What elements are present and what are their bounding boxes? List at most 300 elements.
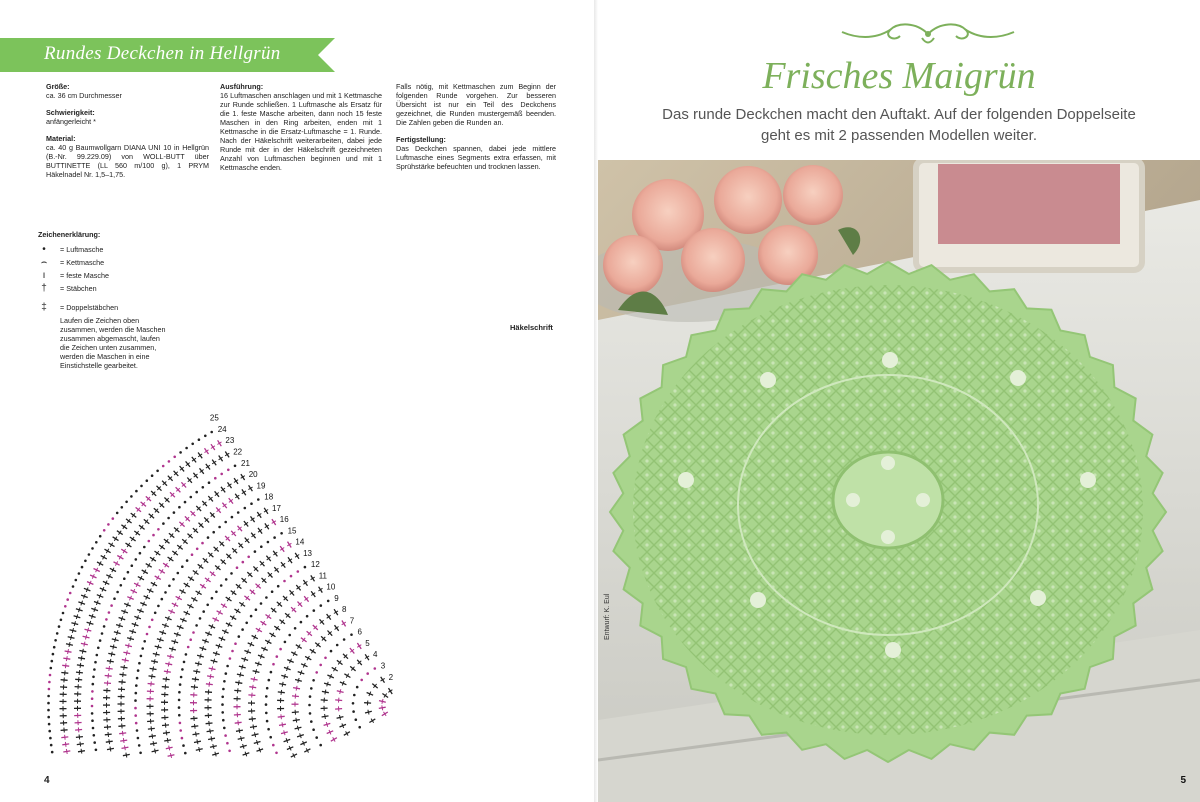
chain-stitch-mark [355,718,358,721]
chain-stitch-mark [181,737,184,740]
chain-stitch-mark [196,548,199,551]
chain-stitch-mark [62,612,65,615]
chain-stitch-mark [223,727,226,730]
crochet-chart-diagram [30,300,550,760]
stitch-crossbar-mark [340,715,341,720]
stitch-crossbar-mark [211,736,212,741]
stitch-crossbar-mark [81,749,82,754]
chain-stitch-mark [146,633,149,636]
chain-stitch-mark [211,597,214,600]
stitch-crossbar-mark [368,710,369,715]
chain-stitch-mark [164,591,167,594]
difficulty-value: anfängerleicht * [46,117,96,126]
chain-stitch-mark [99,639,102,642]
chain-stitch-mark [182,744,185,747]
chain-stitch-mark [366,672,369,675]
stitch-crossbar-mark [152,734,153,739]
legend-item [38,243,168,256]
stitch-crossbar-mark [66,749,67,754]
chain-stitch-mark [225,578,228,581]
chain-stitch-mark [224,734,227,737]
round-number-label: 10 [326,582,336,592]
stitch-crossbar-mark [126,753,127,758]
chain-stitch-mark [54,639,57,642]
round-number-label: 14 [295,537,305,547]
chain-stitch-symbol: • [42,244,46,255]
chain-stitch-mark [201,542,204,545]
chain-stitch-mark [352,702,355,705]
info-column-3 [396,82,556,179]
stitch-crossbar-mark [82,649,83,654]
chain-stitch-mark [108,611,111,614]
stitch-crossbar-mark [65,670,66,675]
chain-stitch-mark [50,667,53,670]
info-column-2 [220,82,382,180]
chain-stitch-mark [215,591,218,594]
chain-stitch-mark [313,609,316,612]
chain-stitch-mark [123,577,126,580]
stitch-crossbar-mark [282,722,283,727]
chain-stitch-mark [265,712,268,715]
legend-item [38,282,168,295]
single-crochet-symbol: ı [42,270,46,281]
chain-stitch-mark [242,561,245,564]
chain-stitch-mark [222,719,225,722]
chain-stitch-mark [319,744,322,747]
chain-stitch-mark [312,679,315,682]
chain-stitch-mark [265,703,268,706]
page-subtitle [598,104,1200,146]
chain-stitch-mark [48,688,51,691]
stitch-crossbar-mark [238,688,239,693]
chain-stitch-mark [134,714,137,717]
stitch-crossbar-mark [126,651,127,656]
chain-stitch-mark [221,711,224,714]
chain-stitch-mark [320,604,323,607]
chain-stitch-mark [260,545,263,548]
stitch-crossbar-mark [160,637,161,642]
chain-stitch-mark [99,535,102,538]
chain-stitch-mark [225,672,228,675]
chain-stitch-mark [271,590,274,593]
stitch-crossbar-mark [195,724,196,729]
chain-stitch-mark [107,523,110,526]
round-number-label: 4 [373,650,378,660]
chain-stitch-mark [212,531,215,534]
chain-stitch-mark [48,723,51,726]
chain-stitch-mark [214,477,217,480]
chain-stitch-mark [51,751,54,754]
chain-stitch-mark [110,604,113,607]
chain-stitch-mark [224,521,227,524]
chain-stitch-mark [173,511,176,514]
round-number-label: 6 [357,627,362,637]
stitch-crossbar-mark [198,661,199,666]
chain-stitch-mark [247,556,250,559]
chain-stitch-mark [151,474,154,477]
finishing-label: Fertigstellung: [396,135,446,144]
stitch-crossbar-mark [74,621,75,626]
chain-stitch-mark [172,578,175,581]
chain-stitch-mark [202,486,205,489]
chain-stitch-mark [343,638,346,641]
chain-stitch-mark [143,546,146,549]
legend-item [38,269,168,282]
chain-stitch-mark [168,460,171,463]
chain-stitch-mark [308,704,311,707]
stitch-crossbar-mark [196,732,197,737]
chain-stitch-mark [276,655,279,658]
chain-stitch-mark [91,705,94,708]
stitch-crossbar-mark [197,739,198,744]
stitch-crossbar-mark [76,614,77,619]
diagram-label: Häkelschrift [510,323,553,332]
chain-stitch-mark [257,498,260,501]
chain-stitch-mark [143,640,146,643]
chain-stitch-mark [135,692,138,695]
chain-stitch-mark [179,683,182,686]
chain-stitch-mark [315,671,318,674]
chain-stitch-mark [121,506,124,509]
chain-stitch-mark [162,465,165,468]
stitch-crossbar-mark [122,731,123,736]
chain-stitch-mark [208,481,211,484]
stitch-crossbar-mark [68,649,69,654]
chain-stitch-mark [127,571,130,574]
chain-stitch-mark [220,473,223,476]
chain-stitch-mark [103,529,106,532]
chain-stitch-mark [101,632,104,635]
stitch-crossbar-mark [69,642,70,647]
chain-stitch-mark [181,668,184,671]
chain-stitch-mark [91,719,94,722]
stitch-crossbar-mark [151,681,152,686]
chain-stitch-mark [336,644,339,647]
chain-stitch-mark [136,677,139,680]
chain-stitch-mark [288,634,291,637]
stitch-crossbar-mark [117,630,118,635]
chain-stitch-mark [297,570,300,573]
stitch-crossbar-mark [172,647,173,652]
stitch-crossbar-mark [109,739,110,744]
chain-stitch-mark [130,495,133,498]
stitch-crossbar-mark [174,639,175,644]
chain-stitch-mark [267,728,270,731]
chain-stitch-mark [221,696,224,699]
stitch-crossbar-mark [213,659,214,664]
chain-stitch-mark [69,592,72,595]
chain-stitch-mark [138,744,141,747]
chain-stitch-mark [312,728,315,731]
stitch-crossbar-mark [108,732,109,737]
chain-stitch-mark [49,737,52,740]
stitch-crossbar-mark [200,654,201,659]
chain-stitch-mark [356,686,359,689]
stitch-crossbar-mark [79,670,80,675]
chain-stitch-mark [186,559,189,562]
chain-stitch-mark [135,490,138,493]
stitch-crossbar-mark [325,714,326,719]
chain-stitch-mark [192,631,195,634]
chain-stitch-mark [234,642,237,645]
chain-stitch-mark [139,752,142,755]
chain-stitch-mark [134,707,137,710]
stitch-crossbar-mark [87,628,88,633]
round-number-label: 2 [388,672,394,682]
stitch-crossbar-mark [243,744,244,749]
stitch-crossbar-mark [72,628,73,633]
chain-stitch-mark [223,680,226,683]
stitch-crossbar-mark [158,645,159,650]
chain-stitch-mark [330,650,333,653]
chain-stitch-mark [136,729,139,732]
chain-stitch-mark [265,596,268,599]
chain-stitch-mark [113,597,116,600]
chain-stitch-mark [280,532,283,535]
round-number-label: 15 [287,526,297,536]
chain-stitch-mark [137,737,140,740]
chain-stitch-mark [47,716,50,719]
chain-stitch-mark [231,650,234,653]
legend-item-label: = Kettmasche [60,258,105,267]
stitch-crossbar-mark [281,690,282,695]
chain-stitch-mark [352,710,355,713]
chain-stitch-mark [315,736,318,739]
stitch-crossbar-mark [115,637,116,642]
stitch-crossbar-mark [296,686,297,691]
chain-stitch-mark [178,714,181,717]
stitch-crossbar-mark [156,652,157,657]
stitch-crossbar-mark [194,685,195,690]
chain-stitch-mark [231,516,234,519]
chain-stitch-mark [141,647,144,650]
stitch-crossbar-mark [65,735,66,740]
chain-stitch-mark [204,435,207,438]
stitch-crossbar-mark [240,672,241,677]
stitch-crossbar-mark [297,726,298,731]
legend-item-label: = Doppelstäbchen [60,303,119,312]
stitch-crossbar-mark [167,669,168,674]
stitch-crossbar-mark [108,673,109,678]
chain-stitch-mark [327,600,330,603]
chain-stitch-mark [310,687,313,690]
chain-stitch-mark [84,560,87,563]
chain-stitch-mark [91,690,94,693]
stitch-crossbar-mark [281,714,282,719]
round-number-label: 25 [209,413,219,423]
chain-stitch-mark [185,653,188,656]
round-number-label: 8 [342,605,347,615]
chain-stitch-mark [178,691,181,694]
chain-stitch-mark [97,647,100,650]
stitch-crossbar-mark [210,729,211,734]
chain-stitch-mark [151,619,154,622]
chain-stitch-mark [135,558,138,561]
chain-stitch-mark [138,662,141,665]
chain-stitch-mark [66,598,69,601]
round-number-label: 3 [380,661,386,671]
stitch-crossbar-mark [154,659,155,664]
chain-stitch-mark [277,585,280,588]
info-column-1 [46,82,209,187]
stitch-crossbar-mark [296,718,297,723]
chain-stitch-mark [304,566,307,569]
stitch-crossbar-mark [65,742,66,747]
stitch-crossbar-mark [125,745,126,750]
stitch-crossbar-mark [177,632,179,637]
chain-stitch-mark [230,572,233,575]
round-number-label: 12 [310,560,320,570]
chain-stitch-mark [241,628,244,631]
chain-stitch-mark [294,627,297,630]
stitch-crossbar-mark [169,746,170,751]
chain-stitch-mark [255,608,258,611]
chain-stitch-mark [95,749,98,752]
stitch-crossbar-mark [123,738,124,743]
page-number-right: 5 [1180,775,1186,786]
stitch-crossbar-mark [298,678,299,683]
stitch-crossbar-mark [66,656,67,661]
chain-stitch-mark [116,591,119,594]
stitch-crossbar-mark [216,651,217,656]
chain-stitch-mark [152,534,155,537]
chain-stitch-mark [191,553,194,556]
stitch-crossbar-mark [89,621,90,626]
legend-note: Laufen die Zeichen oben zusammen, werden die Maschen zusammen abgemascht, laufen die Zeichen unten zusammen, werden die Maschen in eine Einstichstelle gearbeitet. [60,316,166,370]
chain-stitch-mark [60,619,63,622]
stitch-crossbar-mark [132,629,133,634]
chain-stitch-mark [284,641,287,644]
chain-stitch-mark [96,654,99,657]
continuation-text: Falls nötig, mit Kettmaschen zum Beginn der folgenden Runde vorgehen. Zur besseren Übersicht ist nur ein Teil des Deckchens gezeichnet, die Runden mustergemäß beenden. Die Zahlen geben die Runden an. [396,82,556,127]
stitch-crossbar-mark [202,646,203,651]
chain-stitch-mark [220,584,223,587]
chain-stitch-mark [139,552,142,555]
chain-stitch-mark [319,664,322,667]
chain-stitch-mark [266,720,269,723]
chain-stitch-mark [178,506,181,509]
stitch-crossbar-mark [284,674,285,679]
chain-stitch-mark [105,618,108,621]
round-number-label: 17 [272,503,281,513]
flourish-ornament-icon [838,20,1018,48]
treble-crochet-symbol: ‡ [41,302,47,313]
chain-stitch-mark [267,541,270,544]
design-credit: Entwurf: K. Eul [604,593,611,640]
chain-stitch-mark [270,671,273,674]
chain-stitch-mark [50,744,53,747]
chain-stitch-mark [161,598,164,601]
chain-stitch-mark [103,625,106,628]
chain-stitch-mark [310,720,313,723]
chain-stitch-mark [94,661,97,664]
chain-stitch-mark [157,528,160,531]
chain-stitch-mark [162,522,165,525]
stitch-crossbar-mark [199,747,200,752]
legend-item-label: = Stäbchen [60,284,97,293]
chain-stitch-mark [275,752,278,755]
round-number-label: 5 [365,639,370,648]
chain-stitch-mark [173,456,176,459]
chain-stitch-mark [93,741,96,744]
legend-item-label: = feste Masche [60,271,109,280]
chain-stitch-mark [157,605,160,608]
chain-stitch-mark [92,676,95,679]
chain-stitch-mark [181,565,184,568]
chain-stitch-mark [167,517,170,520]
stitch-crossbar-mark [295,694,296,699]
stitch-crossbar-mark [80,663,81,668]
stitch-crossbar-mark [79,735,80,740]
chain-stitch-mark [92,727,95,730]
chain-stitch-mark [353,694,356,697]
chain-stitch-mark [135,722,138,725]
stitch-crossbar-mark [195,677,196,682]
chain-stitch-mark [154,612,157,615]
left-page [0,0,598,802]
stitch-crossbar-mark [215,752,216,757]
page-number-left: 4 [44,775,50,786]
chain-stitch-mark [178,706,181,709]
round-number-label: 22 [233,447,243,457]
chain-stitch-mark [91,547,94,550]
stitch-crossbar-mark [210,674,211,679]
chain-stitch-mark [95,541,98,544]
chain-stitch-mark [229,657,232,660]
stitch-crossbar-mark [128,643,129,648]
double-crochet-symbol: † [41,283,47,294]
chain-stitch-mark [156,470,159,473]
stitch-crossbar-mark [94,607,96,612]
round-number-label: 9 [334,593,339,603]
page-title: Frisches Maigrün [762,55,1036,97]
stitch-crossbar-mark [166,730,167,735]
chain-stitch-mark [48,730,51,733]
stitch-crossbar-mark [86,635,87,640]
stitch-crossbar-mark [124,665,125,670]
chain-stitch-mark [178,699,181,702]
chain-stitch-mark [195,624,198,627]
chain-stitch-mark [148,540,151,543]
chain-stitch-mark [52,653,55,656]
difficulty-label: Schwierigkeit: [46,108,95,117]
stitch-crossbar-mark [326,722,327,727]
chain-stitch-mark [93,668,96,671]
chain-stitch-mark [168,585,171,588]
chain-stitch-mark [306,615,309,618]
chain-stitch-mark [238,635,241,638]
round-number-label: 11 [318,571,328,581]
legend-heading: Zeichenerklärung: [38,230,101,239]
stitch-crossbar-mark [81,656,82,661]
legend-item-label: = Luftmasche [60,245,104,254]
chain-stitch-mark [221,703,224,706]
chain-stitch-mark [88,553,91,556]
stitch-crossbar-mark [80,742,81,747]
chain-stitch-mark [185,447,188,450]
round-number-label: 7 [349,616,355,626]
stitch-crossbar-mark [382,699,383,704]
stitch-crossbar-mark [165,723,166,728]
stitch-crossbar-mark [168,662,169,667]
stitch-crossbar-mark [110,659,111,664]
chain-stitch-mark [374,667,377,670]
chain-stitch-mark [222,688,225,691]
stitch-crossbar-mark [213,744,214,749]
stitch-crossbar-mark [325,690,326,695]
chain-stitch-mark [350,633,353,636]
chain-stitch-mark [146,479,149,482]
